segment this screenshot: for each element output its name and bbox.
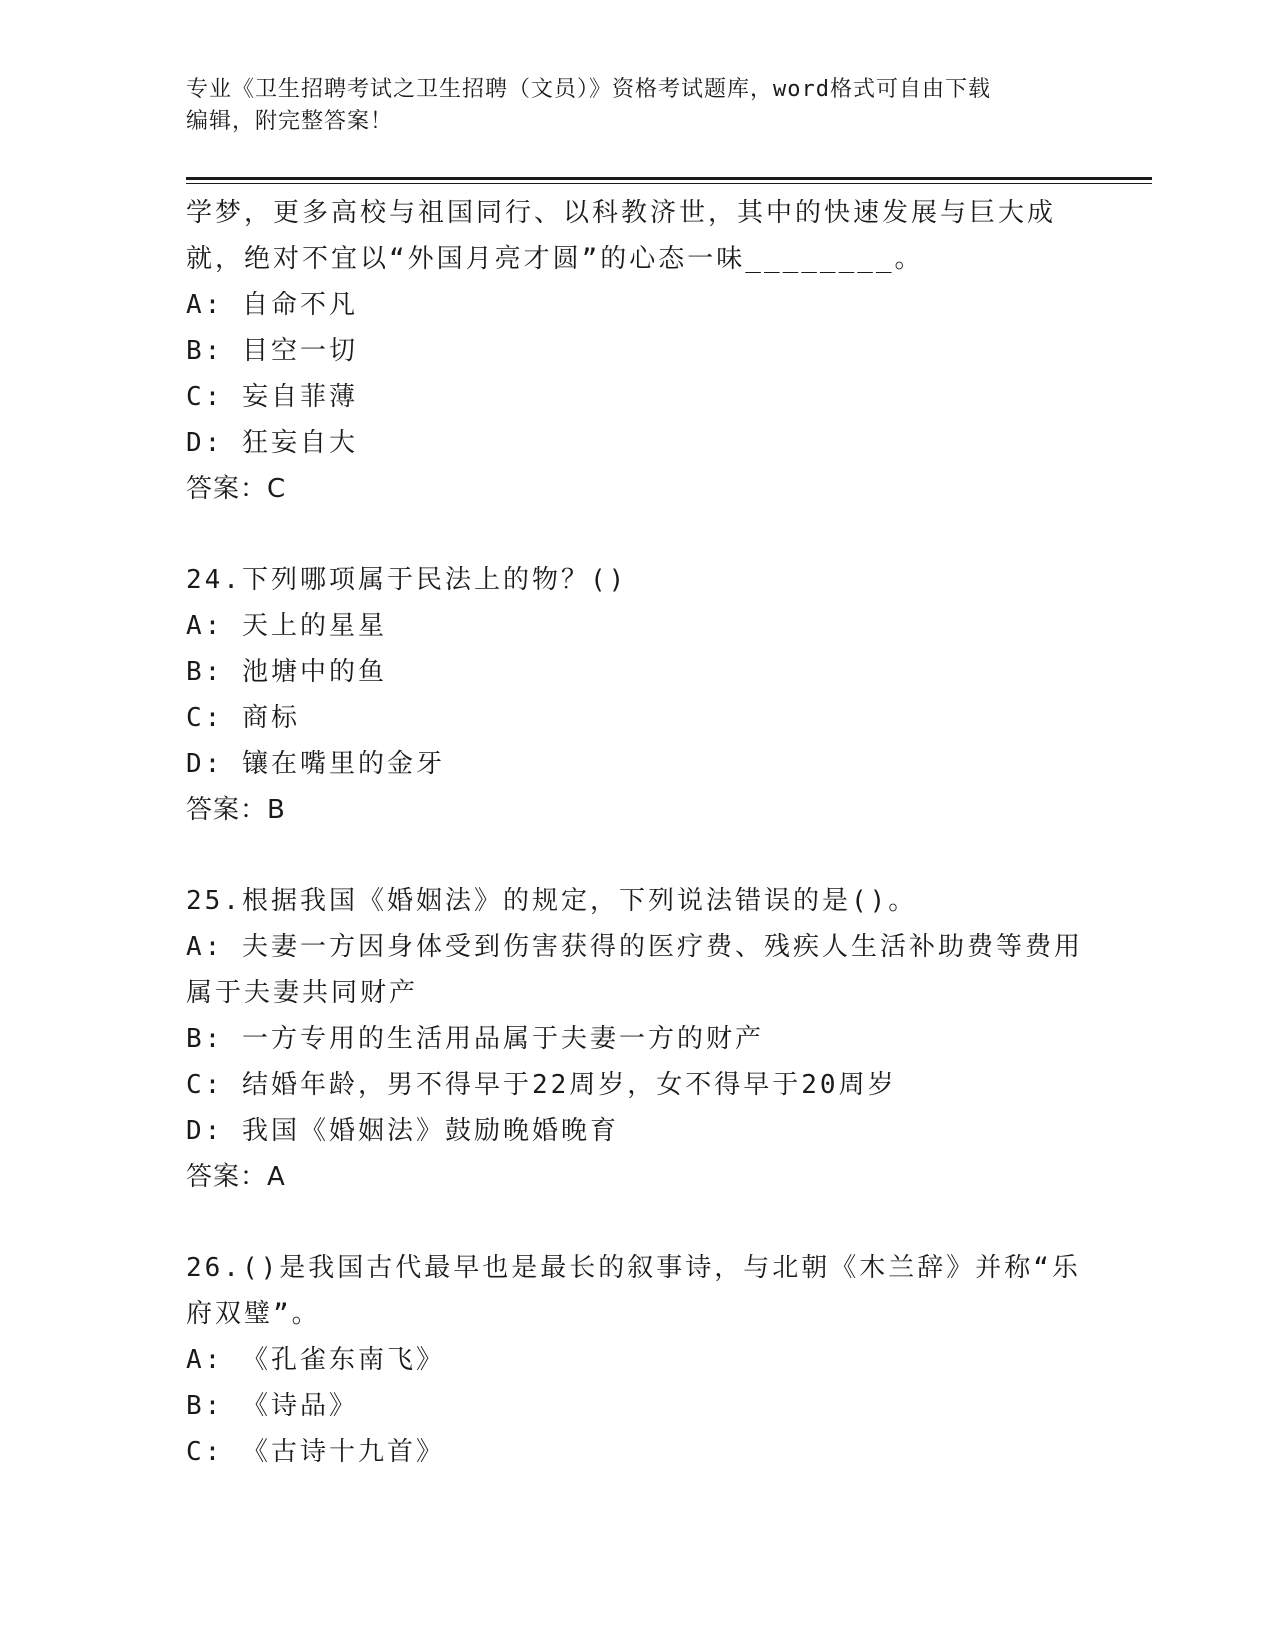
- header-divider-thick: [186, 177, 1152, 180]
- spacer: [186, 512, 1086, 557]
- answer-line: 答案：B: [186, 795, 286, 825]
- question-text-line: 府双璧”。: [186, 1299, 321, 1329]
- header-line-2: 编辑，附完整答案！: [186, 109, 394, 134]
- option-a: A: 《孔雀东南飞》: [186, 1345, 445, 1375]
- option-a: A: 自命不凡: [186, 290, 358, 320]
- option-b: B: 目空一切: [186, 336, 358, 366]
- question-text-line: 25.根据我国《婚姻法》的规定，下列说法错误的是()。: [186, 886, 918, 916]
- header-line-1: 专业《卫生招聘考试之卫生招聘（文员）》资格考试题库，word格式可自由下载: [186, 77, 991, 102]
- answer-line: 答案：A: [186, 1162, 286, 1192]
- option-c: C: 结婚年龄，男不得早于22周岁，女不得早于20周岁: [186, 1070, 897, 1100]
- header-divider-thin: [186, 183, 1152, 184]
- option-a-continued: 属于夫妻共同财产: [186, 978, 419, 1008]
- option-b: B: 《诗品》: [186, 1391, 358, 1421]
- question-25: [186, 878, 1086, 1200]
- question-23-continued: [186, 190, 1086, 512]
- question-text-line: 26.()是我国古代最早也是最长的叙事诗，与北朝《木兰辞》并称“乐: [186, 1253, 1081, 1283]
- document-header: [186, 74, 1076, 138]
- question-24: [186, 557, 1086, 833]
- spacer: [186, 1200, 1086, 1245]
- option-a: A: 天上的星星: [186, 611, 387, 641]
- option-c: C: 商标: [186, 703, 300, 733]
- question-list: [186, 190, 1086, 1475]
- question-26: [186, 1245, 1086, 1475]
- option-b: B: 一方专用的生活用品属于夫妻一方的财产: [186, 1024, 764, 1054]
- question-text-line: 24.下列哪项属于民法上的物？(): [186, 565, 628, 595]
- option-d: D: 镶在嘴里的金牙: [186, 749, 445, 779]
- option-c: C: 《古诗十九首》: [186, 1437, 445, 1467]
- question-text-line: 就，绝对不宜以“外国月亮才圆”的心态一味________。: [186, 244, 924, 274]
- option-d: D: 我国《婚姻法》鼓励晚婚晚育: [186, 1116, 619, 1146]
- option-a: A: 夫妻一方因身体受到伤害获得的医疗费、残疾人生活补助费等费用: [186, 932, 1083, 962]
- spacer: [186, 833, 1086, 878]
- option-b: B: 池塘中的鱼: [186, 657, 387, 687]
- option-d: D: 狂妄自大: [186, 428, 358, 458]
- answer-line: 答案：C: [186, 474, 287, 504]
- question-text-line: 学梦，更多高校与祖国同行、以科教济世，其中的快速发展与巨大成: [186, 198, 1057, 228]
- option-c: C: 妄自菲薄: [186, 382, 358, 412]
